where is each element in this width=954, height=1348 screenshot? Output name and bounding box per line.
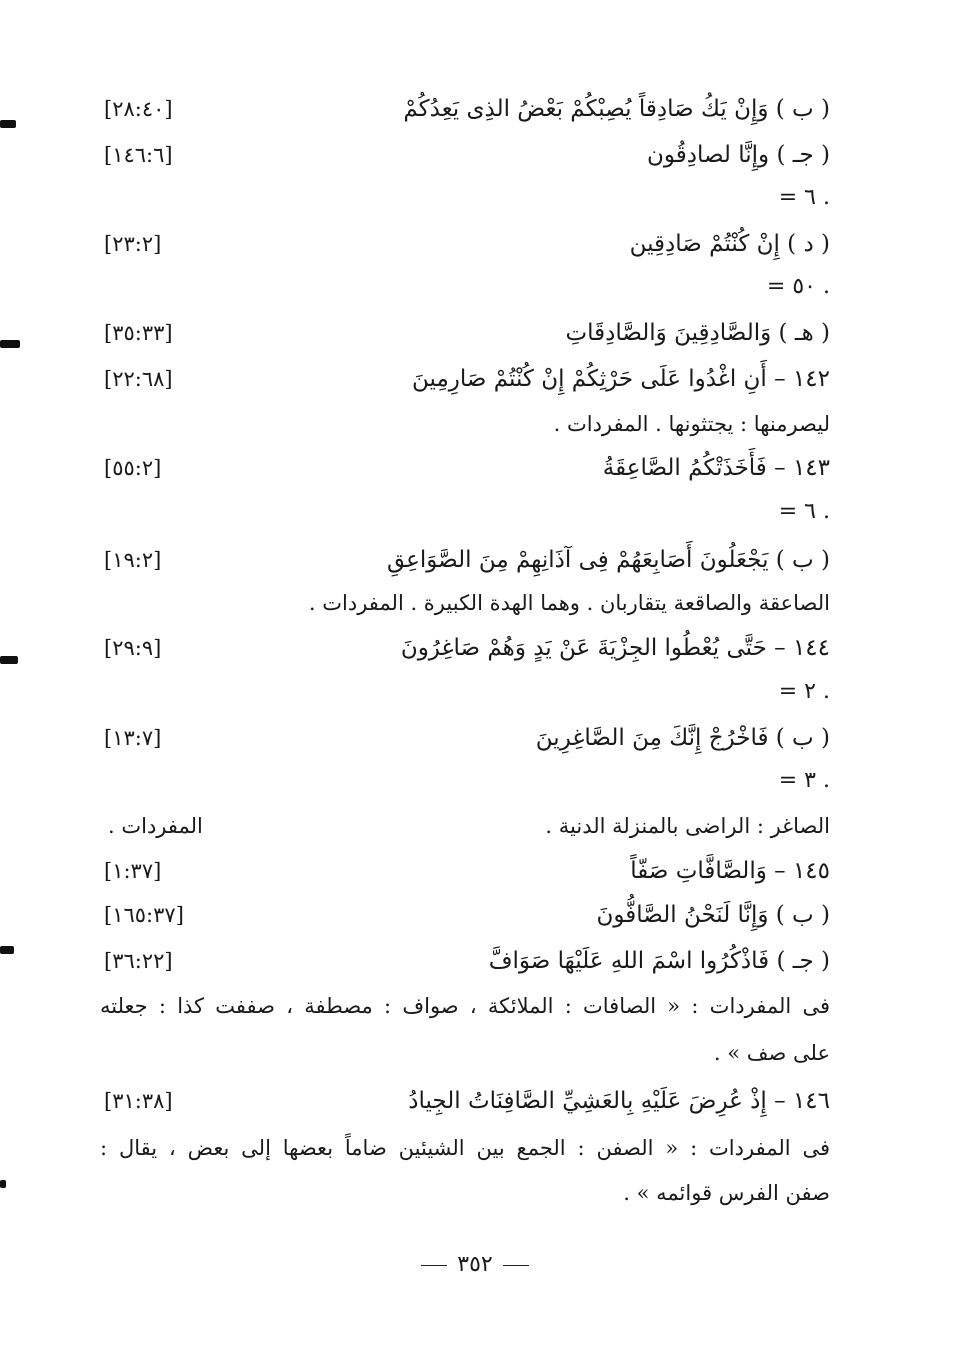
scan-edge-mark <box>0 946 14 954</box>
verse-text: ١٤٤ – حَتَّى يُعْطُوا الجِزْيَةَ عَنْ يَدٍ وَهُمْ صَاغِرُونَ <box>400 635 830 661</box>
commentary-text: ليصرمنها : يجتثونها . المفردات . <box>553 412 830 436</box>
commentary-text: الصاغر : الراضى بالمنزلة الدنية . <box>545 814 830 838</box>
verse-line <box>100 849 830 893</box>
count-text: = ٥٠ . <box>766 274 830 299</box>
folio-dash <box>421 1265 447 1266</box>
folio-dash <box>503 1265 529 1266</box>
verse-reference: [٣٦:٢٢] <box>104 949 173 973</box>
verse-line <box>100 133 830 177</box>
verse-text: ١٤٣ – فَأَخَذَتْكُمُ الصَّاعِقَةُ <box>602 455 830 481</box>
verse-text: ( جـ ) فَاذْكُرُوا اسْمَ اللهِ عَلَيْهَا صَوَافَّ <box>488 948 830 974</box>
count-text: = ٦ . <box>778 499 830 524</box>
verse-reference: [١٩:٢] <box>104 548 162 572</box>
source-note: المفردات . <box>108 814 203 838</box>
count-text: = ٦ . <box>778 185 830 210</box>
verse-text: ( جـ ) وإِنَّا لصادِقُون <box>646 142 830 168</box>
verse-text: ١٤٦ – إِذْ عُرِضَ عَلَيْهِ بِالعَشِيِّ الصَّافِنَاتُ الجِيادُ <box>408 1088 830 1114</box>
commentary-text: على صف » . <box>713 1041 830 1065</box>
count-line <box>100 265 830 309</box>
commentary-line <box>100 804 830 848</box>
verse-text: ( هـ ) وَالصَّادِقِينَ وَالصَّادِقَاتِ <box>565 320 830 346</box>
page-number-text: ٣٥٢ <box>457 1252 493 1277</box>
verse-reference: [٣٥:٣٣] <box>104 321 173 345</box>
verse-text: ١٤٢ – أَنِ اغْدُوا عَلَى حَرْثِكُمْ إِنْ كُنْتُمْ صَارِمِينَ <box>412 366 830 392</box>
verse-reference: [١:٣٧] <box>104 859 162 883</box>
verse-text: ( ب ) يَجْعَلُونَ أَصَابِعَهُمْ فِى آذَانِهِمْ مِنَ الصَّوَاعِقِ <box>387 547 830 573</box>
verse-line <box>100 311 830 355</box>
verse-reference: [٢٨:٤٠] <box>104 97 173 121</box>
count-text: = ٢ . <box>778 679 830 704</box>
commentary-text: فى المفردات : « الصفن : الجمع بين الشيئين ضاماً بعضها إلى بعض ، يقال : <box>100 1136 830 1160</box>
verse-reference: [٥٥:٢] <box>104 456 162 480</box>
verse-reference: [٢٢:٦٨] <box>104 367 173 391</box>
commentary-line <box>100 984 830 1028</box>
verse-line <box>100 87 830 131</box>
commentary-line <box>100 1171 830 1215</box>
page-number <box>380 1245 570 1285</box>
scan-edge-mark <box>0 120 16 128</box>
verse-line <box>100 446 830 490</box>
commentary-text: الصاعقة والصاقعة يتقاربان . وهما الهدة الكبيرة . المفردات . <box>308 591 830 615</box>
verse-text: ( د ) إِنْ كُنْتُمْ صَادِقِين <box>629 231 830 257</box>
verse-line <box>100 222 830 266</box>
count-line <box>100 490 830 534</box>
verse-line <box>100 1079 830 1123</box>
verse-line <box>100 538 830 582</box>
verse-text: ( ب ) وَإِنَّا لَنَحْنُ الصَّافُّونَ <box>596 902 830 928</box>
verse-reference: [١٤٦:٦] <box>104 143 173 167</box>
count-line <box>100 176 830 220</box>
verse-reference: [٢٣:٢] <box>104 232 162 256</box>
verse-reference: [١٣:٧] <box>104 726 162 750</box>
verse-line <box>100 357 830 401</box>
verse-reference: [٢٩:٩] <box>104 636 162 660</box>
commentary-line <box>100 581 830 625</box>
count-line <box>100 670 830 714</box>
verse-text: ١٤٥ – وَالصَّافَّاتِ صَفّاً <box>630 858 830 884</box>
count-line <box>100 759 830 803</box>
scan-edge-mark <box>0 1180 6 1188</box>
verse-reference: [١٦٥:٣٧] <box>104 903 184 927</box>
commentary-text: فى المفردات : « الصافات : الملائكة ، صواف : مصطفة ، صففت كذا : جعلته <box>100 994 830 1018</box>
verse-line <box>100 893 830 937</box>
verse-line <box>100 716 830 760</box>
commentary-line <box>100 402 830 446</box>
verse-reference: [٣١:٣٨] <box>104 1089 173 1113</box>
verse-line <box>100 939 830 983</box>
scan-edge-mark <box>0 340 20 348</box>
verse-line <box>100 626 830 670</box>
commentary-line <box>100 1126 830 1170</box>
verse-text: ( ب ) وَإِنْ يَكُ صَادِقاً يُصِبْكُمْ بَعْضُ الذِى يَعِدُكُمْ <box>403 96 830 122</box>
count-text: = ٣ . <box>778 768 830 793</box>
verse-text: ( ب ) فَاخْرُجْ إِنَّكَ مِنَ الصَّاغِرِينَ <box>535 725 830 751</box>
commentary-text: صفن الفرس قوائمه » . <box>623 1181 830 1205</box>
scan-edge-mark <box>0 656 18 664</box>
commentary-line <box>100 1031 830 1075</box>
